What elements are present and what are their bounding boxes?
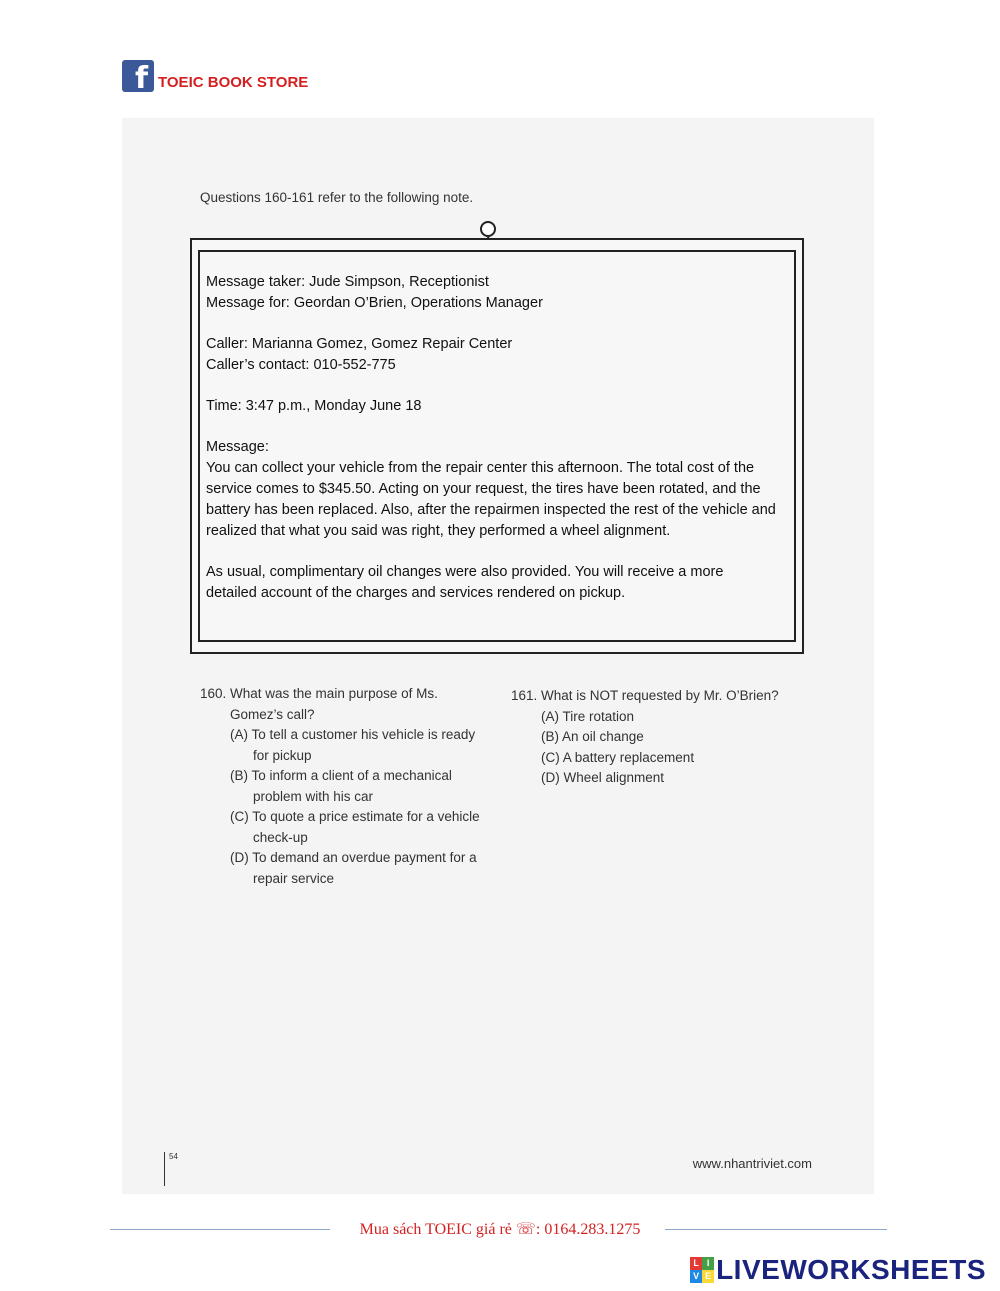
questions-intro: Questions 160-161 refer to the following note. [200, 190, 474, 205]
logo-letter-v: V [690, 1270, 702, 1283]
question-161-option-d[interactable]: (D) Wheel alignment [541, 770, 665, 785]
message-note-text [206, 272, 776, 604]
question-161 [511, 686, 811, 789]
option-d-line1: (D) To demand an overdue payment for a [230, 850, 477, 865]
caller-contact: Caller’s contact: 010-552-775 [206, 357, 396, 373]
question-160-option-c[interactable] [200, 807, 500, 848]
option-a-line2: for pickup [253, 747, 312, 763]
option-c-line2: check-up [253, 829, 308, 845]
scanned-page [122, 118, 874, 1194]
question-160-option-b[interactable] [200, 766, 500, 807]
option-a-line1: (A) To tell a customer his vehicle is ready [230, 727, 476, 742]
question-160-option-d[interactable] [200, 848, 500, 889]
logo-letter-e: E [702, 1270, 714, 1283]
publisher-website: www.nhantriviet.com [692, 1156, 812, 1171]
question-160 [200, 684, 500, 889]
question-161-stem: 161. What is NOT requested by Mr. O’Brien? [511, 688, 779, 703]
option-b-line2: problem with his car [253, 788, 374, 804]
question-160-stem: 160. What was the main purpose of Ms. [200, 686, 438, 701]
facebook-icon[interactable]: f [122, 60, 154, 92]
question-160-option-a[interactable] [200, 725, 500, 766]
liveworksheets-logo-icon [690, 1257, 714, 1283]
brand-label: TOEIC BOOK STORE [158, 74, 309, 91]
brand-header [122, 60, 309, 96]
question-161-option-c[interactable]: (C) A battery replacement [541, 749, 695, 765]
option-d-line2: repair service [253, 870, 335, 886]
liveworksheets-logo[interactable] [690, 1254, 986, 1286]
logo-letter-l: L [690, 1257, 702, 1270]
logo-letter-i: I [702, 1257, 714, 1270]
call-time: Time: 3:47 p.m., Monday June 18 [206, 398, 422, 414]
question-160-stem-cont: Gomez’s call? [230, 706, 315, 722]
question-161-option-a[interactable]: (A) Tire rotation [541, 708, 635, 724]
footer-promo-text: Mua sách TOEIC giá rẻ ☏: 0164.283.1275 [359, 1221, 641, 1238]
option-b-line1: (B) To inform a client of a mechanical [230, 768, 452, 783]
question-161-option-b[interactable]: (B) An oil change [541, 729, 644, 744]
caller: Caller: Marianna Gomez, Gomez Repair Center [206, 336, 513, 352]
message-taker: Message taker: Jude Simpson, Receptionist [206, 274, 489, 290]
message-paragraph-2: As usual, complimentary oil changes were also provided. You will receive a more detailed account of the charges and services rendered on pickup. [206, 564, 724, 601]
option-c-line1: (C) To quote a price estimate for a vehicle [230, 809, 480, 824]
message-for: Message for: Geordan O’Brien, Operations Manager [206, 295, 543, 311]
message-paragraph-1: You can collect your vehicle from the repair center this afternoon. The total cost of the service comes to $345.50. Acting on your request, the tires have been rotated, and the battery has been replaced. Also, after the repairmen inspected the rest of the vehicle and realized that what you said was right, they performed a wheel alignment. [206, 460, 776, 539]
message-label: Message: [206, 439, 269, 455]
page-number: 54 [164, 1152, 178, 1186]
message-note [190, 238, 804, 654]
liveworksheets-wordmark: LIVEWORKSHEETS [716, 1254, 986, 1285]
